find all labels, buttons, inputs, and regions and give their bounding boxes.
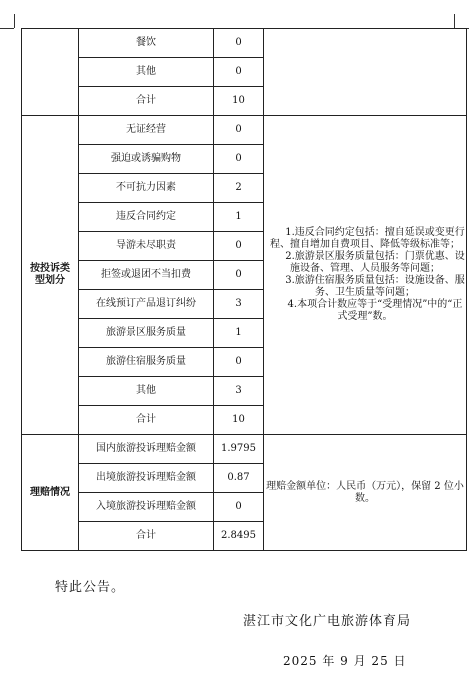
row-value: 10 — [214, 87, 264, 116]
row-value: 0 — [214, 348, 264, 377]
table-row — [22, 435, 467, 464]
category-compensation: 理赔情况 — [22, 435, 79, 551]
row-label: 在线预订产品退订纠纷 — [79, 290, 214, 319]
row-label: 入境旅游投诉理赔金额 — [79, 493, 214, 522]
row-label: 国内旅游投诉理赔金额 — [79, 435, 214, 464]
row-value: 0 — [214, 493, 264, 522]
corner-mark-horizontal — [0, 28, 14, 29]
closing-notice: 特此公告。 — [55, 580, 126, 595]
row-label: 其他 — [79, 377, 214, 406]
row-value: 3 — [214, 377, 264, 406]
issue-date: 2025 年 9 月 25 日 — [283, 654, 407, 668]
note-item: 2.旅游景区服务质量包括：门票优惠、设施设备、管理、人员服务等问题； — [285, 251, 465, 274]
row-value: 1 — [214, 319, 264, 348]
row-value: 10 — [214, 406, 264, 435]
row-label: 旅游景区服务质量 — [79, 319, 214, 348]
category-complaint-type: 按投诉类型划分 — [22, 116, 79, 435]
row-label: 其他 — [79, 58, 214, 87]
row-label: 不可抗力因素 — [79, 174, 214, 203]
row-label: 旅游住宿服务质量 — [79, 348, 214, 377]
row-value: 0 — [214, 145, 264, 174]
note-item: 1.违反合同约定包括：擅自延误或变更行程、擅自增加自费项目、降低等级标准等； — [270, 227, 465, 250]
row-label: 导游未尽职责 — [79, 232, 214, 261]
note-cell-empty — [264, 29, 467, 116]
row-label: 强迫或诱骗购物 — [79, 145, 214, 174]
row-label: 餐饮 — [79, 29, 214, 58]
table-row — [22, 29, 467, 58]
row-label: 拒签或退团不当扣费 — [79, 261, 214, 290]
corner-mark-vertical — [454, 14, 455, 28]
row-label: 违反合同约定 — [79, 203, 214, 232]
row-value: 0 — [214, 58, 264, 87]
row-value: 1 — [214, 203, 264, 232]
row-label: 合计 — [79, 87, 214, 116]
issuing-organization: 湛江市文化广电旅游体育局 — [243, 614, 412, 629]
row-value: 0.87 — [214, 464, 264, 493]
row-value: 0 — [214, 261, 264, 290]
row-value: 2 — [214, 174, 264, 203]
row-label: 合计 — [79, 522, 214, 551]
row-value: 0 — [214, 29, 264, 58]
row-label: 出境旅游投诉理赔金额 — [79, 464, 214, 493]
note-item: 4.本项合计数应等于“受理情况”中的“正式受理”数。 — [287, 299, 463, 322]
corner-mark-vertical — [14, 14, 15, 28]
row-value: 2.8495 — [214, 522, 264, 551]
row-value: 0 — [214, 116, 264, 145]
row-label: 合计 — [79, 406, 214, 435]
complaint-notes — [264, 116, 467, 435]
category-cell-empty — [22, 29, 79, 116]
table-row — [22, 116, 467, 145]
compensation-note: 理赔金额单位：人民币（万元），保留 2 位小数。 — [264, 435, 467, 551]
complaint-statistics-table — [21, 28, 467, 551]
row-label: 无证经营 — [79, 116, 214, 145]
row-value: 3 — [214, 290, 264, 319]
row-value: 1.9795 — [214, 435, 264, 464]
row-value: 0 — [214, 232, 264, 261]
note-item: 3.旅游住宿服务质量包括：设施设备、服务、卫生质量等问题； — [285, 275, 465, 298]
